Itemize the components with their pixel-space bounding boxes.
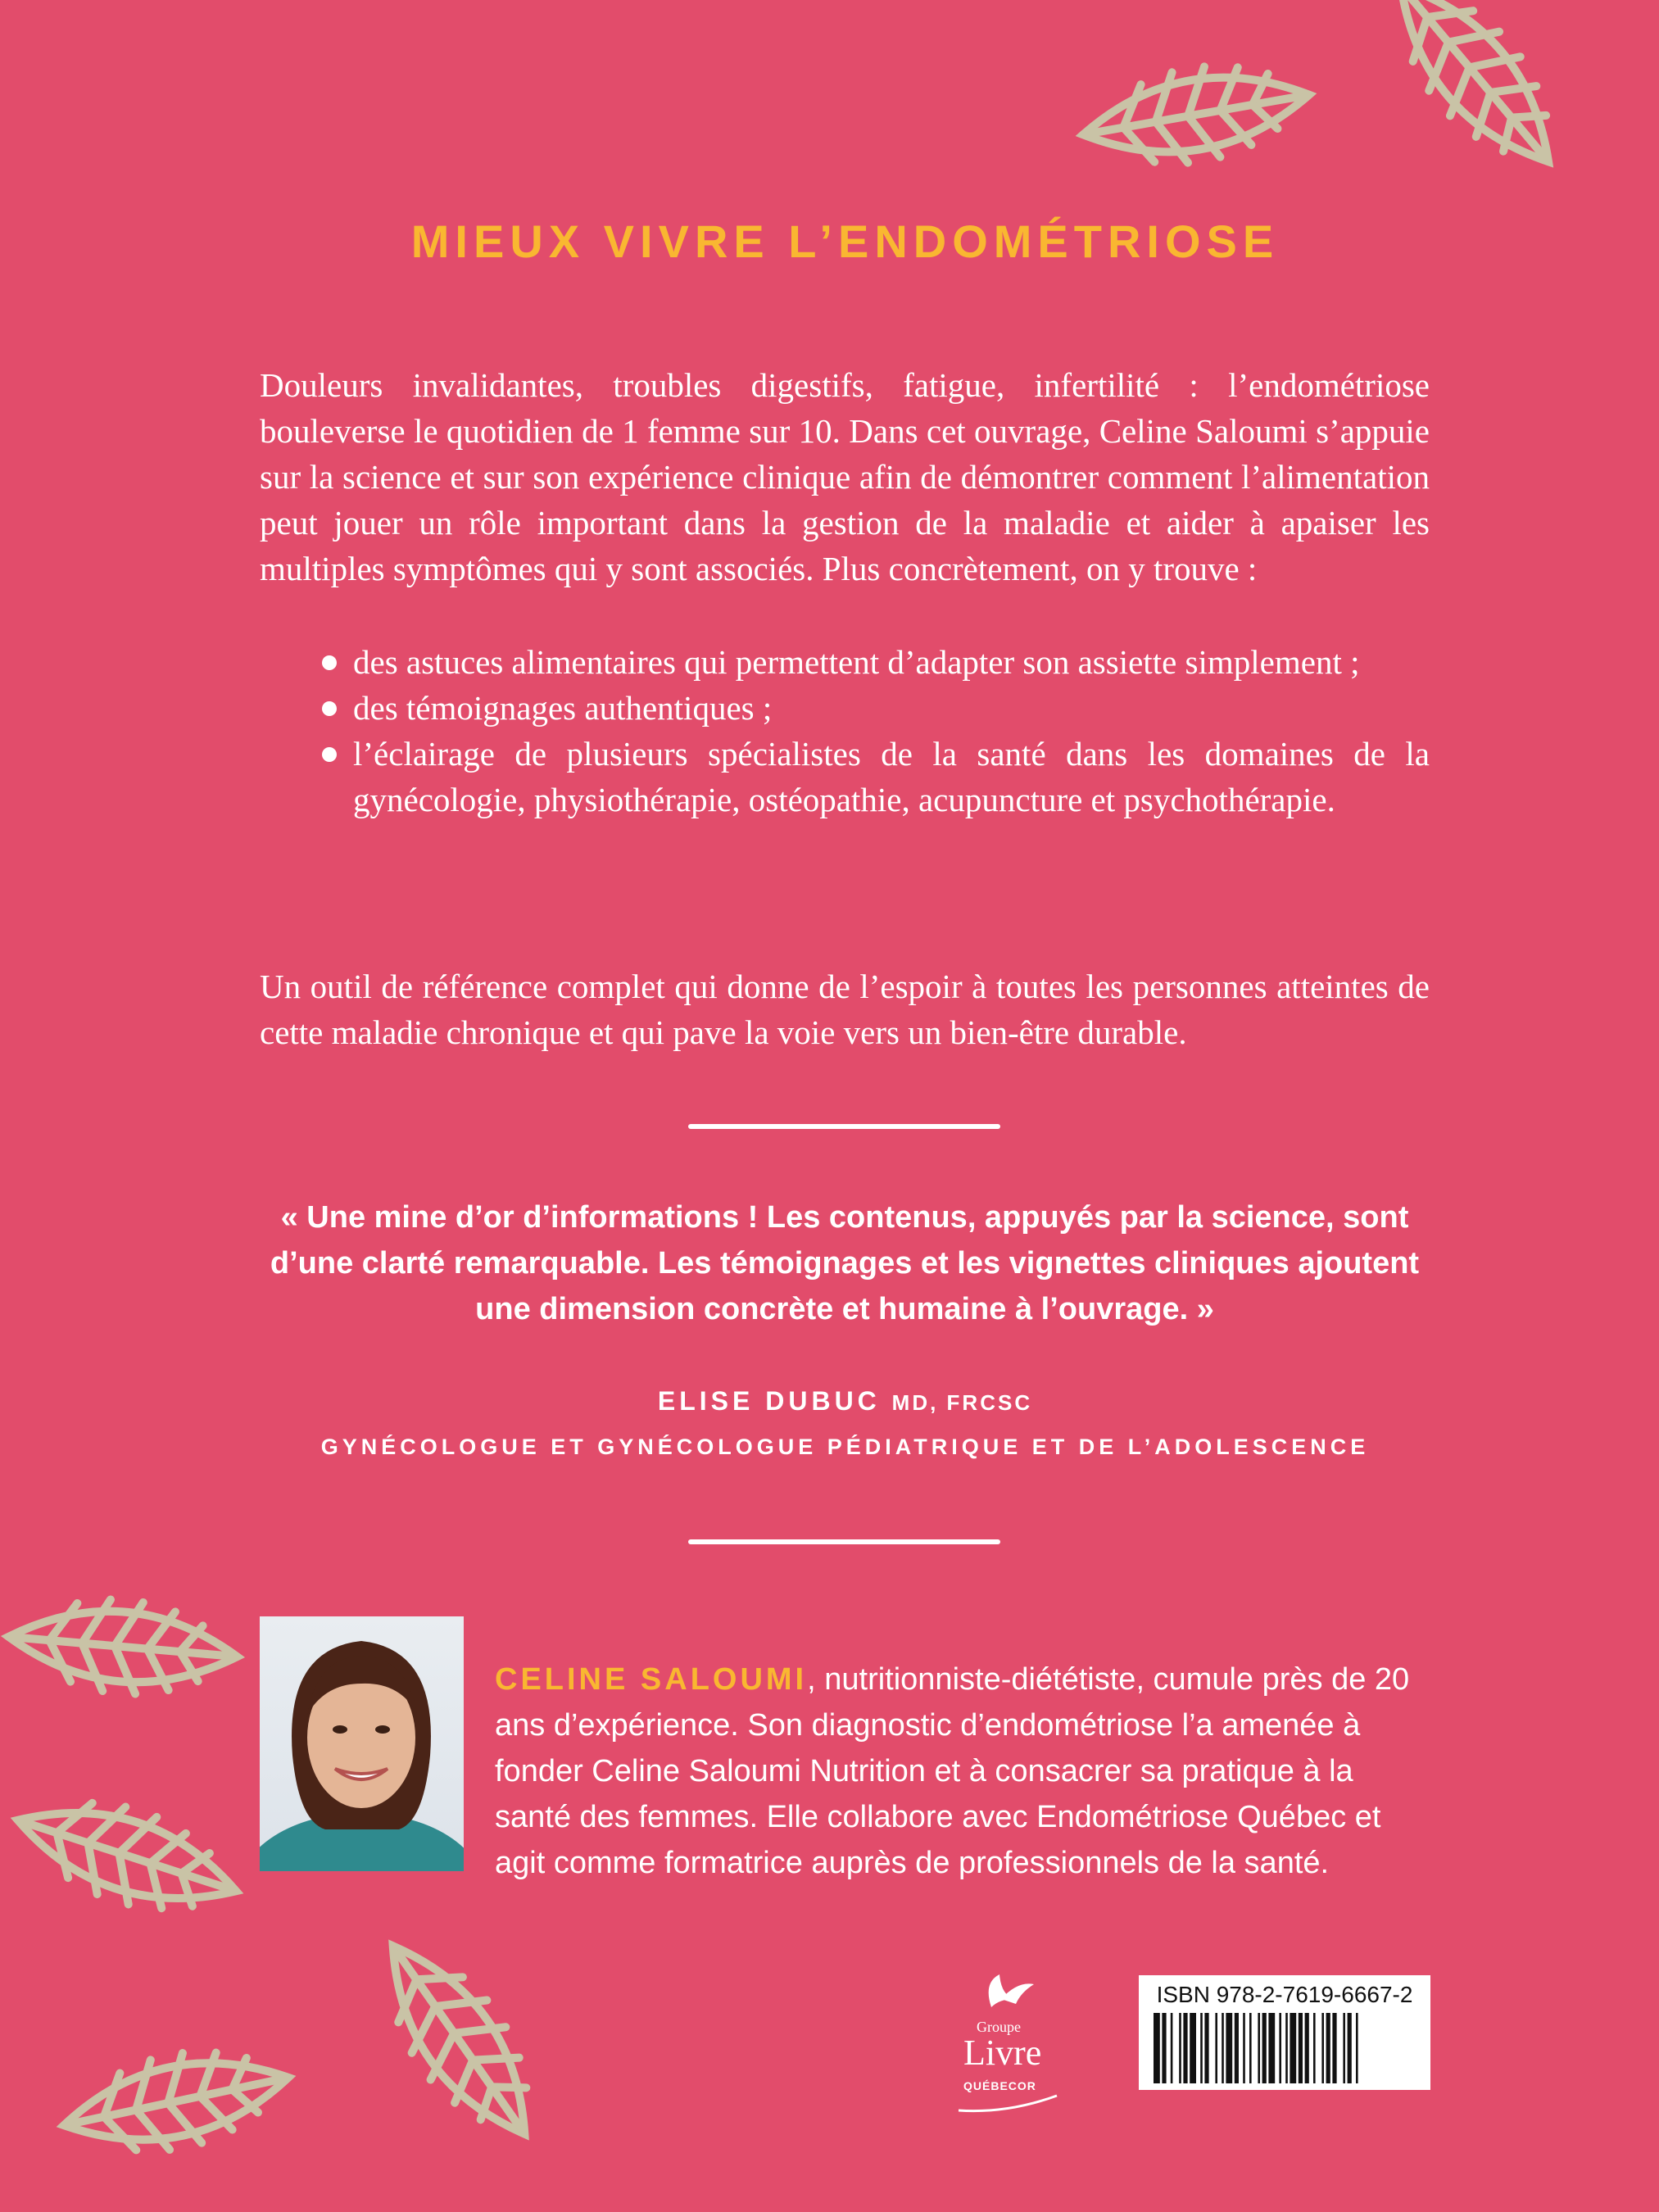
book-title: MIEUX VIVRE L’ENDOMÉTRIOSE xyxy=(410,215,1280,267)
outro-paragraph: Un outil de référence complet qui donne de l’espoir à toutes les personnes atteintes de cette maladie chronique et qui pave la voie vers un bien-être durable. xyxy=(260,968,1430,1051)
quote-author-name: ELISE DUBUC xyxy=(657,1386,881,1416)
isbn-text: ISBN 978-2-7619-6667-2 xyxy=(1156,1982,1413,2007)
testimonial-quote: « Une mine d’or d’informations ! Les contenus, appuyés par la science, sont d’une clarté remarquable. Les témoignages et les vignettes cliniques ajoutent une dimension concrète et humaine à l’ouvrage. » xyxy=(270,1200,1420,1326)
feature-list xyxy=(260,639,1430,823)
leaf-icon xyxy=(1376,0,1573,172)
author-bio xyxy=(495,1657,1437,1886)
list-item xyxy=(260,731,1430,823)
list-item xyxy=(260,639,1430,685)
leaf-icon xyxy=(0,1589,188,1704)
divider xyxy=(688,1124,1000,1129)
divider xyxy=(688,1539,1000,1544)
publisher-sub: QUÉBECOR xyxy=(963,2079,1036,2092)
publisher-name: Livre xyxy=(963,2033,1042,2073)
leaf-icon xyxy=(4,1786,250,1925)
bullet-icon xyxy=(322,747,337,762)
publisher-logo xyxy=(942,1974,1081,2114)
quote-author xyxy=(0,1386,1659,1416)
quote-author-role: GYNÉCOLOGUE ET GYNÉCOLOGUE PÉDIATRIQUE ET DE L’ADOLESCENCE xyxy=(320,1435,1370,1459)
quote-author-credentials: MD, FRCSC xyxy=(891,1390,1033,1415)
bullet-icon xyxy=(322,655,337,670)
leaf-icon xyxy=(1073,57,1319,172)
barcode xyxy=(1139,1975,1430,2090)
list-item-text: l’éclairage de plusieurs spécialistes de la santé dans les domaines de la gynécologie, physiothérapie, ostéopathie, acupuncture et psychothérapie. xyxy=(353,735,1430,818)
leaf-icon xyxy=(352,1933,565,2146)
publisher-group: Groupe xyxy=(977,2019,1021,2035)
list-item-text: des témoignages authentiques ; xyxy=(353,689,773,727)
barcode-bars-icon xyxy=(1154,2013,1416,2083)
author-name: CELINE SALOUMI xyxy=(495,1662,808,1697)
bullet-icon xyxy=(322,701,337,716)
list-item xyxy=(260,685,1430,731)
intro-paragraph: Douleurs invalidantes, troubles digestifs, fatigue, infertilité : l’endométriose bouleverse le quotidien de 1 femme sur 10. Dans cet ouvrage, Celine Saloumi s’appuie sur la science et sur son expérience clinique afin de démontrer comment l’alimentation peut jouer un rôle important dans la gestion de la maladie et aider à apaiser les multiples symptômes qui y sont associés. Plus concrètement, on y trouve : xyxy=(260,366,1430,587)
leaf-icon xyxy=(53,2032,299,2171)
list-item-text: des astuces alimentaires qui permettent d’adapter son assiette simplement ; xyxy=(353,643,1360,681)
author-photo xyxy=(260,1616,464,1871)
author-bio-text: , nutritionniste-diététiste, cumule près de 20 ans d’expérience. Son diagnostic d’endométriose l’a amenée à fonder Celine Saloumi Nutrition et à consacrer sa pratique à la santé des femmes. Elle collabore avec Endométriose Québec et agit comme formatrice auprès de professionnels de la santé. xyxy=(495,1662,1410,1880)
